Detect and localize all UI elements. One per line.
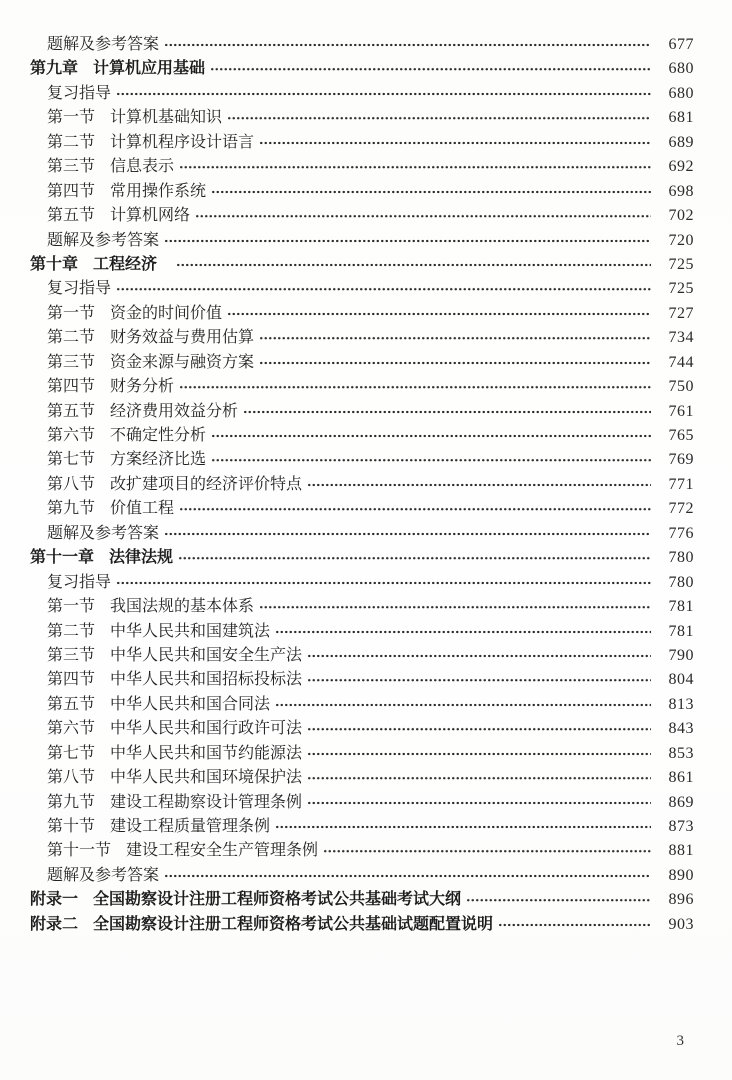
toc-entry-number: 第九章 (30, 60, 79, 78)
toc-list (30, 33, 694, 937)
toc-entry-title: 题解及参考答案 (47, 524, 160, 542)
toc-leader-dots (497, 913, 651, 937)
toc-entry (30, 473, 694, 497)
toc-entry-title: 财务分析 (110, 378, 175, 396)
toc-entry-title: 价值工程 (110, 500, 175, 518)
toc-entry-number: 第七节 (47, 744, 96, 762)
toc-entry-title: 中华人民共和国安全生产法 (110, 646, 303, 664)
toc-entry-number: 第八节 (47, 769, 96, 787)
toc-entry-title: 中华人民共和国行政许可法 (110, 720, 303, 738)
toc-leader-dots (274, 815, 651, 839)
toc-entry-title: 中华人民共和国招标投标法 (110, 671, 303, 689)
toc-entry (30, 791, 694, 815)
toc-entry (30, 253, 694, 277)
toc-entry-title: 建设工程安全生产管理条例 (126, 842, 319, 860)
toc-entry-number: 第三节 (47, 353, 96, 371)
toc-leader-dots (258, 595, 651, 619)
toc-entry (30, 57, 694, 81)
toc-entry-title: 题解及参考答案 (47, 231, 160, 249)
toc-entry-page-number: 790 (668, 646, 694, 664)
toc-entry (30, 888, 694, 912)
toc-entry (30, 620, 694, 644)
toc-entry-page-number: 861 (668, 769, 694, 787)
toc-entry-page-number: 725 (668, 280, 694, 298)
toc-entry-page-number: 744 (668, 353, 694, 371)
toc-leader-dots (242, 400, 651, 424)
folio-page-number: 3 (676, 1033, 684, 1049)
toc-entry (30, 864, 694, 888)
toc-entry-title: 工程经济 (93, 255, 158, 273)
toc-leader-dots (163, 33, 651, 57)
toc-leader-dots (258, 326, 651, 350)
toc-entry-page-number: 776 (668, 524, 694, 542)
toc-leader-dots (178, 155, 651, 179)
toc-entry-number: 第一节 (47, 304, 96, 322)
toc-entry (30, 424, 694, 448)
toc-entry-number: 附录二 (30, 915, 79, 933)
toc-leader-dots (210, 180, 651, 204)
toc-leader-dots (258, 131, 651, 155)
toc-entry-title: 我国法规的基本体系 (110, 598, 255, 616)
toc-entry-title: 中华人民共和国建筑法 (110, 622, 271, 640)
toc-entry (30, 742, 694, 766)
toc-entry (30, 644, 694, 668)
toc-leader-dots (177, 546, 651, 570)
toc-entry-page-number: 853 (668, 744, 694, 762)
toc-entry-number: 第五节 (47, 695, 96, 713)
toc-entry-page-number: 869 (668, 793, 694, 811)
toc-entry (30, 913, 694, 937)
toc-entry-page-number: 680 (668, 60, 694, 78)
toc-entry-number: 第一节 (47, 598, 96, 616)
toc-entry-page-number: 761 (668, 402, 694, 420)
toc-entry-title: 全国勘察设计注册工程师资格考试公共基础试题配置说明 (93, 915, 494, 933)
toc-entry-page-number: 727 (668, 304, 694, 322)
toc-entry-page-number: 813 (668, 695, 694, 713)
toc-leader-dots (115, 571, 651, 595)
toc-leader-dots (274, 620, 651, 644)
toc-entry-page-number: 765 (668, 427, 694, 444)
toc-entry (30, 106, 694, 130)
toc-leader-dots (175, 253, 651, 277)
toc-entry-title: 改扩建项目的经济评价特点 (110, 475, 303, 493)
toc-entry-page-number: 781 (668, 622, 694, 640)
toc-entry-page-number: 780 (668, 549, 694, 567)
toc-entry-title: 复习指导 (47, 84, 112, 102)
toc-entry-number: 第二节 (47, 622, 96, 640)
toc-entry (30, 815, 694, 839)
toc-entry-title: 资金的时间价值 (110, 304, 223, 322)
toc-entry (30, 229, 694, 253)
toc-entry (30, 693, 694, 717)
toc-entry-number: 第五节 (47, 207, 96, 225)
toc-entry-title: 法律法规 (109, 549, 174, 567)
toc-entry-page-number: 780 (668, 573, 694, 591)
toc-entry-title: 资金来源与融资方案 (110, 353, 255, 371)
toc-entry (30, 33, 694, 57)
toc-entry (30, 204, 694, 228)
toc-entry-title: 题解及参考答案 (47, 866, 160, 884)
toc-entry-number: 附录一 (30, 891, 79, 909)
toc-entry-number: 第十一节 (47, 842, 112, 860)
toc-leader-dots (306, 668, 651, 692)
toc-leader-dots (209, 57, 651, 81)
toc-entry-number: 第二节 (47, 133, 96, 151)
toc-entry-title: 建设工程勘察设计管理条例 (110, 793, 303, 811)
toc-entry-title: 中华人民共和国节约能源法 (110, 744, 303, 762)
toc-entry-number: 第十节 (47, 818, 96, 835)
toc-leader-dots (306, 473, 651, 497)
toc-entry-page-number: 890 (668, 866, 694, 884)
toc-leader-dots (115, 82, 651, 106)
toc-entry-page-number: 692 (668, 158, 694, 176)
toc-entry-page-number: 677 (668, 36, 694, 53)
toc-leader-dots (258, 351, 651, 375)
toc-entry-page-number: 804 (668, 671, 694, 689)
toc-entry (30, 595, 694, 619)
toc-entry-page-number: 681 (668, 109, 694, 127)
toc-entry (30, 302, 694, 326)
toc-entry-number: 第三节 (47, 646, 96, 664)
toc-entry-page-number: 702 (668, 207, 694, 225)
toc-leader-dots (226, 106, 651, 130)
toc-entry-page-number: 689 (668, 133, 694, 151)
toc-leader-dots (163, 229, 651, 253)
toc-leader-dots (465, 888, 651, 912)
toc-entry-title: 信息表示 (110, 158, 175, 176)
toc-entry (30, 131, 694, 155)
toc-entry-title: 中华人民共和国合同法 (110, 695, 271, 713)
toc-entry-page-number: 881 (668, 842, 694, 860)
toc-leader-dots (226, 302, 651, 326)
toc-entry-title: 中华人民共和国环境保护法 (110, 769, 303, 787)
toc-entry-page-number: 769 (668, 451, 694, 469)
toc-entry-page-number: 734 (668, 329, 694, 347)
toc-entry-title: 计算机基础知识 (110, 109, 223, 127)
toc-entry-page-number: 896 (668, 891, 694, 909)
toc-entry-page-number: 725 (668, 255, 694, 273)
toc-entry (30, 522, 694, 546)
toc-leader-dots (163, 522, 651, 546)
toc-entry-number: 第十章 (30, 255, 79, 273)
toc-entry-number: 第四节 (47, 378, 96, 396)
toc-entry (30, 668, 694, 692)
toc-entry-number: 第五节 (47, 402, 96, 420)
toc-entry-title: 常用操作系统 (110, 182, 207, 200)
toc-entry (30, 546, 694, 570)
toc-entry-title: 计算机应用基础 (93, 60, 206, 78)
toc-entry-page-number: 873 (668, 818, 694, 835)
toc-entry-title: 计算机程序设计语言 (110, 133, 255, 151)
toc-leader-dots (178, 375, 651, 399)
toc-leader-dots (210, 448, 651, 472)
toc-entry-page-number: 720 (668, 231, 694, 249)
toc-leader-dots (194, 204, 651, 228)
toc-entry-number: 第十一章 (30, 549, 95, 567)
toc-leader-dots (178, 497, 651, 521)
toc-entry (30, 766, 694, 790)
toc-entry-title: 题解及参考答案 (47, 36, 160, 53)
toc-entry-number: 第九节 (47, 793, 96, 811)
toc-entry-number: 第四节 (47, 182, 96, 200)
toc-entry (30, 400, 694, 424)
toc-leader-dots (274, 693, 651, 717)
toc-entry (30, 717, 694, 741)
toc-entry-page-number: 750 (668, 378, 694, 396)
toc-entry-page-number: 772 (668, 500, 694, 518)
toc-entry-page-number: 903 (668, 915, 694, 933)
toc-entry-number: 第三节 (47, 158, 96, 176)
toc-entry-page-number: 781 (668, 598, 694, 616)
toc-entry-number: 第四节 (47, 671, 96, 689)
toc-entry-title: 计算机网络 (110, 207, 191, 225)
toc-entry-number: 第八节 (47, 475, 96, 493)
toc-leader-dots (306, 742, 651, 766)
toc-entry (30, 448, 694, 472)
toc-entry-number: 第六节 (47, 427, 96, 444)
toc-entry-number: 第一节 (47, 109, 96, 127)
toc-entry (30, 326, 694, 350)
toc-entry-number: 第二节 (47, 329, 96, 347)
toc-entry-page-number: 843 (668, 720, 694, 738)
toc-leader-dots (163, 864, 651, 888)
toc-entry-title: 财务效益与费用估算 (110, 329, 255, 347)
toc-entry-title: 复习指导 (47, 280, 112, 298)
toc-leader-dots (210, 424, 651, 448)
toc-leader-dots (115, 277, 651, 301)
toc-entry (30, 277, 694, 301)
toc-entry (30, 82, 694, 106)
toc-entry (30, 351, 694, 375)
toc-leader-dots (322, 839, 651, 863)
toc-entry-title: 经济费用效益分析 (110, 402, 239, 420)
toc-entry-page-number: 680 (668, 84, 694, 102)
toc-entry-title: 复习指导 (47, 573, 112, 591)
toc-entry (30, 180, 694, 204)
toc-entry-number: 第六节 (47, 720, 96, 738)
toc-entry (30, 375, 694, 399)
toc-entry-title: 建设工程质量管理条例 (110, 818, 271, 835)
toc-entry (30, 497, 694, 521)
toc-entry-title: 全国勘察设计注册工程师资格考试公共基础考试大纲 (93, 891, 462, 909)
toc-leader-dots (306, 644, 651, 668)
toc-entry-number: 第七节 (47, 451, 96, 469)
toc-entry (30, 839, 694, 863)
toc-leader-dots (306, 717, 651, 741)
toc-entry-title: 方案经济比选 (110, 451, 207, 469)
toc-entry-title: 不确定性分析 (110, 427, 207, 444)
toc-entry (30, 155, 694, 179)
toc-leader-dots (306, 766, 651, 790)
toc-entry-page-number: 698 (668, 182, 694, 200)
toc-entry-page-number: 771 (668, 475, 694, 493)
toc-leader-dots (306, 791, 651, 815)
toc-entry (30, 571, 694, 595)
toc-entry-number: 第九节 (47, 500, 96, 518)
